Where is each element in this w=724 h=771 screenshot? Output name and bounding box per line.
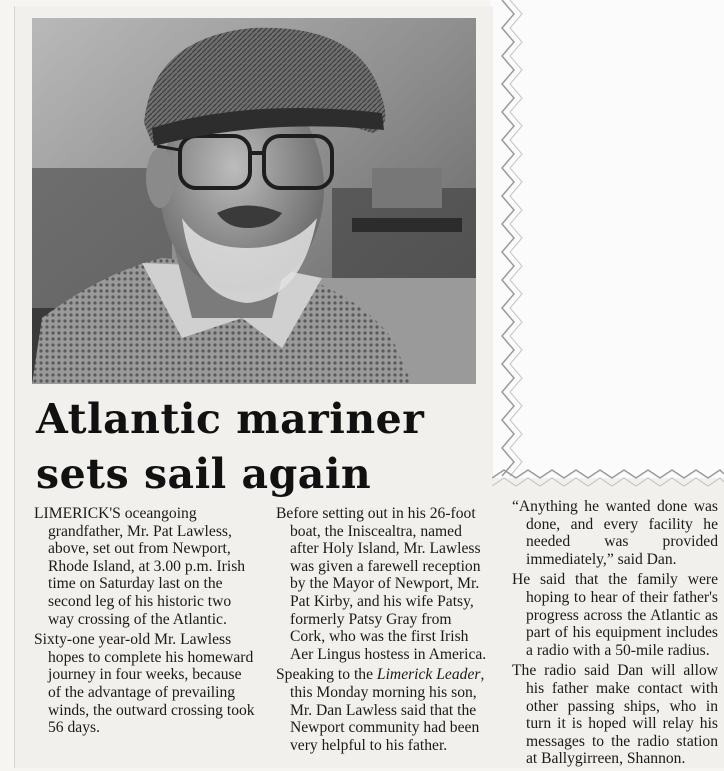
portrait-photo-illustration [32,18,476,384]
newspaper-name: Limerick Leader [376,666,481,684]
paragraph: The radio said Dan will allow his father make contact with other passing ships, who in turn it is hoped will relay his messages to the radio station at Ballygirreen, Shannon. [512,662,718,768]
headline-line-2: sets sail again [36,450,372,498]
article-column-2 [276,505,488,757]
headline [36,392,496,502]
article-column-3 [512,498,718,771]
paragraph: LIMERICK'S oceangoing grandfather, Mr. Pat Lawless, above, set out from Newport, Rhode Island, at 3.00 p.m. Irish time on Saturday last on the second leg of his historic two way crossing of the Atlantic. [34,505,246,628]
paragraph [276,666,488,754]
headline-line-1: Atlantic mariner [36,395,425,443]
paragraph: He said that the family were hoping to hear of their father's progress across the Atlantic as part of his equipment includes a radio with a 50-mile radius. [512,571,718,659]
paragraph-text: Speaking to the [276,666,377,684]
torn-edge-vertical [496,0,536,480]
paragraph: Before setting out in his 26-foot boat, the Iniscealtra, named after Holy Island, Mr. Lawless was given a farewell reception by the Mayor of Newport, Mr. Pat Kirby, and his wife Patsy, formerly Patsy Gray from Cork, who was the first Irish Aer Lingus hostess in America. [276,505,487,663]
paragraph: Sixty-one year-old Mr. Lawless hopes to complete his homeward journey in four weeks, because of the advantage of prevailing winds, the outward crossing took 56 days. [34,631,255,737]
portrait-photo [32,18,476,384]
paragraph-text: , this Monday morning his son, Mr. Dan Lawless said that the Newport community had been very helpful to his father. [290,666,485,754]
paragraph: “Anything he wanted done was done, and every facility he needed was provided immediately,” said Dan. [512,498,718,568]
article-column-1 [34,505,256,740]
torn-edge-horizontal [492,466,724,492]
